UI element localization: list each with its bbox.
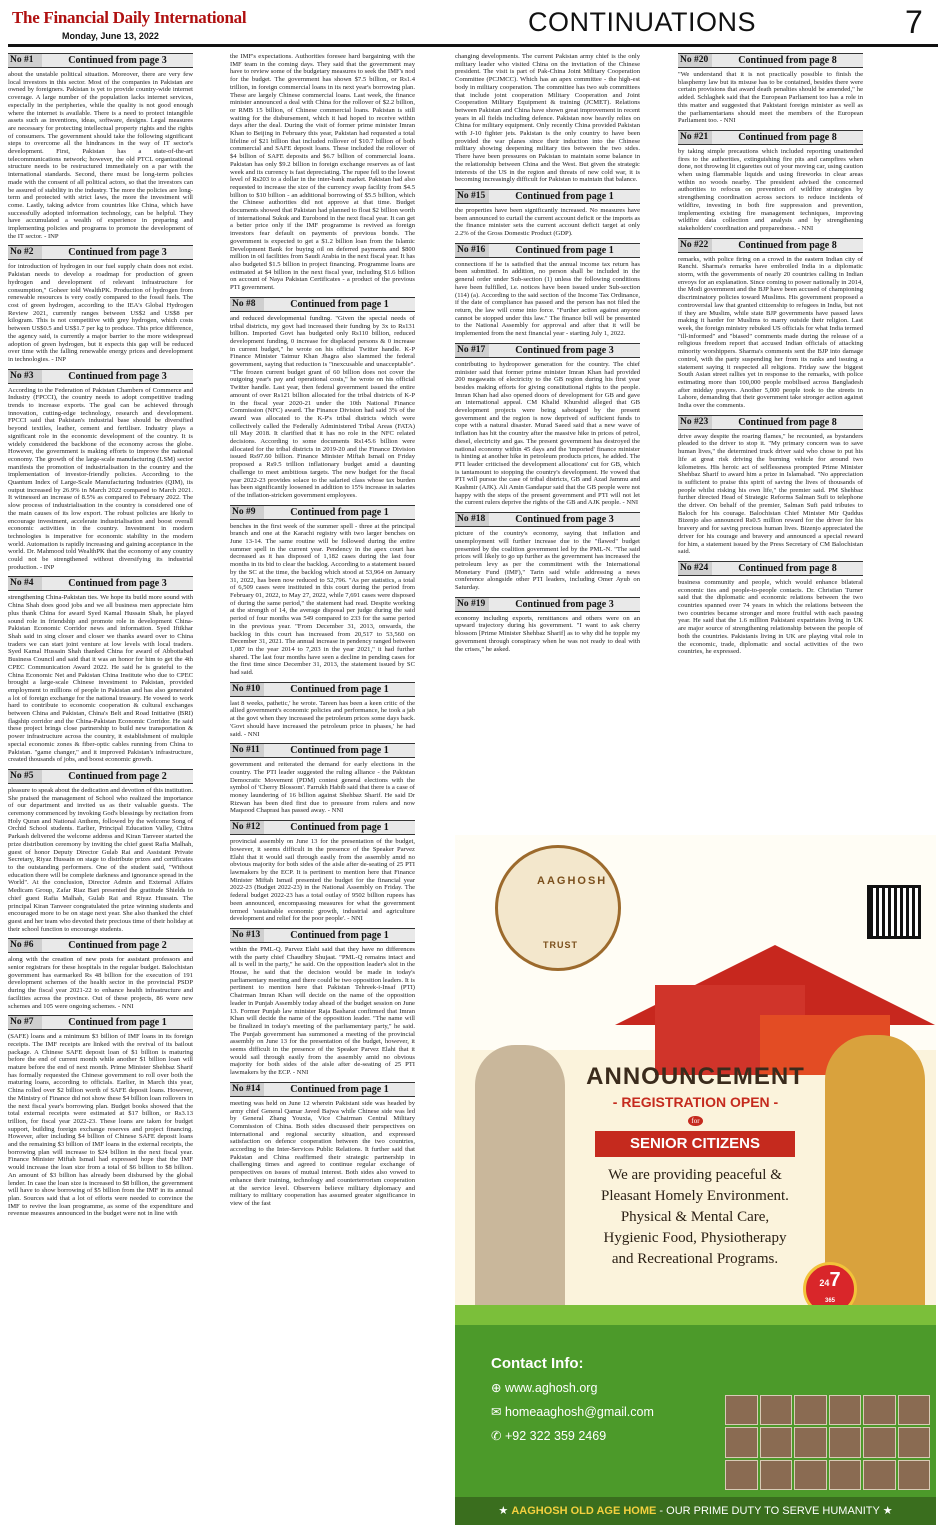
article: [678, 53, 863, 125]
article: [230, 820, 415, 923]
ad-title: ANNOUNCEMENT: [586, 1063, 805, 1090]
phone-link[interactable]: +92 322 359 2469: [505, 1429, 607, 1443]
continued-label: Continued from page 8: [738, 55, 837, 66]
issue-date: Monday, June 13, 2022: [62, 31, 159, 41]
article: [8, 369, 193, 572]
article: [230, 928, 415, 1077]
contact-info: [491, 1355, 654, 1452]
continued-label: Continued from page 1: [290, 298, 389, 310]
email-link[interactable]: homeaaghosh@gmail.com: [505, 1405, 654, 1419]
article-header: [230, 820, 415, 835]
article-body: picture of the country's economy, saying that inflation and unemployment will further increase due to the "flawed" budget presented by the coalition government led by the PML-N. "The said prices will likely to go up further as the government has increased the petroleum levy as per the commitment with the International Monetary Fund (IMF)," Tarin said while addressing a news conference alongside other PTI leaders, including Omer Ayub on Saturday.: [455, 530, 640, 592]
article-number: No #21: [678, 131, 712, 144]
article-number: No #6: [8, 939, 42, 952]
article: [230, 743, 415, 815]
article: [8, 576, 193, 763]
article-body: "We understand that it is not practically possible to finish the blasphemy law but its misuse has to be contained, besides there were certain provisions that award death penalties should be amended," he added. Schlaghek said that the European Parliament too has a role in this matter and suggested that Pakistani foreign minister as well as the parliamentarians should meet the members of the European Parliament too. - NNI: [678, 71, 863, 125]
article: [8, 938, 193, 1010]
article-body: pleasure to speak about the dedication and devotion of this institution. She praised the management of School who realized the importance of our department and invited us as their valuable guests. The ceremony commenced by invoking God's blessings by recitation from Holy Quran and National Anthem, followed by the welcome Song of Orchid School students. Earlier, Principal Education Valley, Chitra Parkash delivered the welcome address and Kiran Tanveer started the prize distribution ceremony by inviting the chief guest Rafia Malhah, guest of honor Deputy Director Gulab Rai and Assistant Private Secretary, Riyaz Hussain on stage to distribute prizes and certificates to the outstanding performers. One of the student said, "Without education there will be complete darkness and ignorance spread in the World". At the conclusion, Director Admin and External Affairs Medicam Group, Zafar Riaz Bari presented the gratitude Shields to chief guest Rafia Malhah, Gulab Rai and Riyaz Hussain. The principal Kiran Tanveer congratulated the prize winning students and encouraged more to be on stage next year. She also thanked the chief guest and her team who devoted their precious time of their holiday at their school function to encourage students.: [8, 786, 193, 933]
ad-footer-slogan: - OUR PRIME DUTY TO SERVE HUMANITY: [656, 1505, 880, 1517]
article-number: No #22: [678, 239, 712, 252]
article-number: No #15: [455, 190, 489, 203]
article-header: [8, 938, 193, 953]
article-body: business community and people, which would enhance bilateral economic ties and people-to-people contacts. Dr. Christian Turner said that the diplomatic and economic relations between the two countries spanned over 74 years in which the relations between the two countries became stronger and more fruitful with each passing year. He said that the 1.6 million Pakistani expatriates living in UK are major source of strengthening relationship between the people of both the countries. Pakistanis living in UK are playing vital role in the economic, trade, diplomatic and social activities of the two countries, he expressed.: [678, 578, 863, 656]
phone-icon: ✆: [491, 1429, 502, 1443]
article-body: by taking simple precautions which included reporting unattended fires to the authorities, extinguishing fire pits and campfires when done, not throwing lit cigarettes out of your moving car, using caution when using flammable liquids and using fireworks in clear areas within no woods nearby. The president advised the concerned authorities to refocus on prevention of wildfire strategies by strengthening coordination across sectors to reduce incidents of wildfire, investing in both fire suppression and prevention, implementing existing fire management techniques, improving wildfire data collection and analysis and by strengthening stakeholders' coordination and preparedness. - NNI: [678, 147, 863, 232]
article-header: [230, 1082, 415, 1097]
article-number: No #2: [8, 246, 42, 259]
continued-label: Continued from page 1: [515, 190, 614, 202]
continued-label: Continued from page 3: [68, 55, 167, 66]
ad-registration: - REGISTRATION OPEN -: [612, 1094, 779, 1110]
article-number: No #3: [8, 370, 42, 383]
continued-label: Continued from page 8: [738, 416, 837, 428]
article-header: [8, 1015, 193, 1030]
continued-label: Continued from page 1: [290, 683, 389, 695]
article-number: No #24: [678, 562, 712, 575]
article: [230, 53, 415, 292]
article-body: the properties have been significantly increased. No measures have been announced to curtail the current account deficit or the imports as the finance minister sets the current account deficit target at only 2.2% of the Gross Domestic Product (GDP).: [455, 206, 640, 238]
article-header: [455, 189, 640, 204]
ad-tagline-line-3: Physical & Mental Care,: [620, 1209, 770, 1225]
article-body: and reduced developmental funding. "Given the special needs of tribal districts, my govt had increased their funding by 3x to Rs131 billion. Imported Govt has budgeted only Rs110 billion, reduced development funding, 0 increase for displaced persons & 0 increase in current budget," he wrote on his official Twitter handle. K-P Finance Minister Taimur Khan Jhagra also slammed the federal government, saying that reduction is "inexcusable and unacceptable". "The frozen current budget grant of 60 billion does not cover the outgoing year's pay and operational costs," he wrote on his official Twitter handle. Last year, then federal government issued the entire amount of over Rs121 billion allocated for the tribal districts of K-P in the fiscal year 2020-21 under the 10th National Finance Commission (NFC) award. The Finance Division had said 3% of the award was allocated to the K-P's tribal districts which were collectively called the Federally Administered Tribal Areas (FATA) till May 2018. It clarified that it has no role in the NFC related decisions. According to some documents Rs145.6 billion were allocated for the tribal districts in 2019-20 and the Finance Division issued Rs97.60 billion. Finance Minister Miftah Ismail on Friday proposed a Rs9.5 trillion inflationary budget amid a daunting challenge to meet ambitious targets. The new budget for the fiscal year 2022-23 provides solace to the salaried class whose tax burden has been significantly loosened in addition to 15% increase in salaries of the inflation-stricken government employees.: [230, 314, 415, 499]
continued-label: Continued from page 1: [290, 822, 389, 834]
ad-tagline: [565, 1165, 825, 1270]
article-number: No #11: [230, 744, 264, 757]
announcement-ad: [455, 835, 936, 1525]
aaghosh-logo: [495, 845, 621, 971]
article-number: No #10: [230, 683, 264, 696]
masthead: [0, 0, 945, 46]
article: [230, 505, 415, 677]
article: [455, 53, 640, 184]
article-header: [678, 415, 863, 430]
article: [678, 561, 863, 656]
article-header: [8, 576, 193, 591]
continued-label: Continued from page 8: [738, 562, 837, 574]
article-header: [8, 245, 193, 260]
article-header: [678, 238, 863, 253]
continued-label: Continued from page 3: [515, 344, 614, 356]
article: [678, 130, 863, 233]
page-number: 7: [905, 4, 923, 40]
continued-label: Continued from page 3: [68, 247, 167, 259]
article: [8, 245, 193, 363]
badge-7: 7: [829, 1269, 841, 1291]
article-body: benches in the first week of the summer spell - three at the principal branch and one at the Karachi registry with two larger benches on June 13-14. The same routine will be followed during the entire summer spell in the current year. Pendency in the apex court has decreased as it has disposed of 1,182 cases during the last four months in its bid to clear the backlog. According to a statement issued by the SC at the time, the backlog which stood at 53,964 on January 31, 2022, has been now reduced to 52,796. "As per statistics, a total of 6,509 cases were instituted in this court during the period from February 01, 2022, to May 27, 2022, while 7,691 cases were disposed of during the same period," the statement had read. Despite working at the strength of 14, the average disposal per judge during the said period of four months was 549 compared to 233 for the same period in the previous year. "From December 31, 2013, onwards, the backlog in this court has increased from 20,517 to 53,560 on December 31, 2021. The annual increase in pendency ranged between 1,087 in the year 2014 to 7,203 in the year 2021," it had further shared. The last four months have seen a decline in pending cases for the first time since December 31, 2013, the statement issued by SC had said.: [230, 522, 415, 677]
continued-label: Continued from page 1: [290, 506, 389, 518]
continued-label: Continued from page 2: [68, 770, 167, 782]
article-header: [455, 597, 640, 612]
article-number: No #16: [455, 244, 489, 257]
article-header: [8, 369, 193, 384]
email-icon: ✉: [491, 1405, 502, 1419]
article-number: No #12: [230, 821, 264, 834]
website-row[interactable]: [491, 1380, 654, 1395]
article: [455, 189, 640, 238]
article: [455, 597, 640, 654]
article: [678, 415, 863, 556]
badge-24: 24: [819, 1278, 830, 1288]
article: [678, 238, 863, 410]
article-body: the IMF's expectations. Authorities foresee hard bargaining with the IMF team in the coming days. They said that the government may have to review some of the budgetary measures to seek the IMF's nod for the budget. The government has shown $7.5 billion, or Rs1.4 trillion, in foreign commercial loans in its next year's borrowing plan. These are largely Chinese commercial loans. Last week, the finance minister announced a deal with China for the rollover of $2.2 billion, or RMB 15 billion, of Chinese commercial loans. Pakistan is still waiting for the disbursement, which it had hoped to receive within days after the deal. During the visit of former prime minister Imran Khan to Beijing in February this year, Pakistan had requested a total lifeline of $21 billion that included rollover of $10.7 billion of both commercial and SAFE deposit loans. These included the rollover of $4 billion of SAFE deposits and $6.7 billion of commercial loans. Pakistan has only $9.2 billion in foreign exchange reserves as of last week and its currency is fast depreciating. The rupee fell to the lowest level of Rs203 to a dollar in the inter-bank market. Pakistan had also requested to increase the size of the currency swap facility from $4.5 billion to $10 billion - an additional borrowing of $5.5 billion, which the Chinese authorities did not approve at that time. Budget documents showed that Pakistan had planned to float $2 billion worth of international Sukuk and Eurobond in the next fiscal year. It can get a better price only if the IMF programme is revived as foreign investors fear default on payments of previous bonds. The government is expected to get a $1.2 billion loan from the Islamic Development Bank for buying oil on deferred payments and $800 million in oil facilities from Saudi Arabia in the next fiscal year. It has also budgeted $1.5 billion in project financing. Programme loans are estimated at $4 billion in the next fiscal year, including $1.6 billion on account of Naya Pakistan Certificates - a product of the previous PTI government.: [230, 53, 415, 292]
continued-label: Continued from page 1: [68, 1017, 167, 1029]
article: [8, 769, 193, 933]
article-number: No #18: [455, 513, 489, 526]
article: [230, 297, 415, 500]
article-header: [230, 928, 415, 943]
article-number: No #7: [8, 1016, 42, 1029]
article: [8, 1015, 193, 1218]
ad-tagline-line-5: and Recreational Programs.: [611, 1251, 779, 1267]
ad-tagline-line-4: Hygienic Food, Physiotherapy: [603, 1230, 787, 1246]
article: [455, 512, 640, 592]
article-body: economy including exports, remittances and others were on an upward trajectory during his government. "I want to ask cherry blossom [Prime Minister Shehbaz Sharif] as to why did he topple my government through conspiracy when he was not ready to deal with the crises," he asked.: [455, 614, 640, 653]
article-body: government and reiterated the demand for early elections in the country. The PTI leader suggested the ruling alliance - the Pakistan Democratic Movement (PDM) contest general elections with the symbol of 'Cherry Blossom'. Farrukh Habib said that there is a case of money laundering of 16 billion against Shehbaz Sharif. He said Dr Rizwan has been died first due to pressure from rulers and now Maqsood Chaprasi has passed away. - NNI: [230, 761, 415, 815]
article-header: [8, 53, 193, 68]
continued-label: Continued from page 3: [68, 370, 167, 382]
article-body: contributing to hydropower generation for the country. The chief minister said that former prime minister Imran Khan had provided 200 megawatts of electricity to the GB region during his first year besides making efforts for giving constitutional rights to the people. Imran Khan had also opened doors of development for GB and gave an international appeal. CM Khalid Khurshid alleged that GB development projects were being sabotaged by the present government and the region is now deprived of sufficient funds to cope with a natural disaster. Murad Saeed said that a new wave of inflation has hit the country after the massive hike in prices of petrol, diesel, electricity and gas. The present government has destroyed the national economy within 45 days and the 'imported' finance minister is hinting at another hike in petroleum products prices, he added. The PTI leader criticised the development allocations' cut for GB, which is tantamount to stopping the country's development. He vowed that PTI will pursue the case of tribal districts, GB and Azad Jammu and Kashmir (AJK). Ali Amin Gandapur said that the GB people were not happy with the steps of the present government and PTI will not let the current rulers deprive the rights of the GB and AJK people. - NNI: [455, 360, 640, 507]
article-body: for introduction of hydrogen in our fuel supply chain does not exist. Pakistan needs to develop a roadmap for production of green hydrogen and development of relevant infrastructure for consumption," Goheer told WealthPK. Production of hydrogen from renewable resources is very costly compared to the fossil fuels. The cost of green hydrogen, according to the IEA's Global Hydrogen Review 2021, currently ranges between US$2 and US$8 per kilogram. This is not competitive with grey hydrogen, which costs between US$0.5 and US$1.7 per kg to produce. This price difference, the agency said, is currently a major barrier to the more widespread adoption of green hydrogen, but it expects this gap will be reduced over time with the falling renewable energy prices and development in technologies. - INP: [8, 263, 193, 363]
continued-label: Continued from page 8: [738, 131, 837, 143]
article-header: [8, 769, 193, 784]
article-header: [455, 512, 640, 527]
badge-365: 365: [824, 1298, 835, 1304]
masthead-rule: [8, 44, 938, 47]
continued-label: Continued from page 3: [515, 598, 614, 610]
article-header: [230, 297, 415, 312]
article-number: No #13: [230, 929, 264, 942]
column-2: [230, 53, 415, 1525]
article-body: strengthening China-Pakistan ties. We hope its build more sound with China Shah does good jobs and we all business men appreciate him plus thank China for award Syed Kamal Hussain Shah, he played sound role in friendship and promote role in development China-Pakistan Economic Corridor news and information. Syed Iftikhar Shah said in sing closer and closer we thanks award over to China traders we can start joint venture at low levels with local traders. Syed Kamal Hussain Shah thanked China for award of Abbottabad Business Council and said that it was an honor for him to get the 4th CPEC Communication Award 2022. He said he is grateful to the China Economic Net and Pakistan China Institute who due to CPEC brought a large-scale Chinese investment to Pakistan, provided employment to millions of people in Pakistan and has also generated a lot of foreign exchange for the national treasury. He vowed to work hard to contribute to economic cooperation & cultural exchanges between China and Pakistan, China's Belt and Road Initiative (BRI) flagship corridor and the China-Pakistan Economic Corridor. He said these project brings close partnership to build new transportation & power infrastructure across the country, it establishment of multiple special economic zones & fiber-optic cables running from China to Pakistan. "game changer," and it improved Pakistan's infrastructure, created thousands of jobs, and boost economic growth.: [8, 594, 193, 764]
paper-name: The Financial Daily International: [12, 8, 247, 27]
article-number: No #14: [230, 1083, 264, 1096]
ad-tagline-line-2: Pleasant Homely Environment.: [601, 1188, 789, 1204]
continued-label: Continued from page 1: [290, 929, 389, 941]
ad-audience: SENIOR CITIZENS: [595, 1131, 795, 1157]
article: [455, 343, 640, 507]
article-body: drive away despite the roaring flames," he recounted, as bystanders pleaded to the driver to stop it. "My primary concern was to save human lives," the determined truck driver said who chose to put his life at great risk driving the burning vehicle for around two kilometres. His heroic act of selflessness prompted Prime Minister Shehbaz Sharif to award him a prize in Islamabad. "No appreciation is sufficient to praise this spirit of saving the lives of thousands of people whilst risking his own life," the premier said. PM Shehbaz further directed Head of Strategic Reforms Salman Sufi to telephone the driver. On behalf of the premier, Salman Sufi paid tributes to Baloch for his courage. Balochistan Chief Minister Mir Quddus Bizenjo also announced Rs0.5 million reward for the driver for his bravery and for saving precious human lives. Bizenjo appreciated the driver for his courage and bravery and announced a special reward for him, a statement issued by the Press Secretary of CM Balochistan said.: [678, 432, 863, 556]
article-number: No #5: [8, 770, 42, 783]
article: [230, 1082, 415, 1208]
logo-text-trust: TRUST: [543, 940, 578, 950]
article-number: No #17: [455, 344, 489, 357]
article-header: [455, 343, 640, 358]
continued-label: Continued from page 3: [68, 578, 167, 590]
article-header: [230, 743, 415, 758]
article-number: No #8: [230, 298, 264, 311]
ad-footer: ★ AAGHOSH OLD AGE HOME - OUR PRIME DUTY TO SERVE HUMANITY ★: [455, 1497, 936, 1525]
article-body: meeting was held on June 12 wherein Pakistani side was headed by army chief General Qamar Javed Bajwa while Chinese side was led by General Zhang Youxia, Vice Chairman Central Military Commission of China. Both sides discussed their perspectives on international and regional security situation, and expressed satisfaction on defence cooperation between the two countries, according to the Inter-Services Public Relations. It further said that Pakistan and China reaffirmed their strategic partnership in challenging times and agreed to continue regular exchange of perspectives on issues of mutual interest. Both sides also vowed to enhance their training, technology and counterterrorism cooperation at the service level. Observers believe military diplomacy and military to military cooperation has assumed greater significance in view of the fast: [230, 1099, 415, 1207]
section-title: CONTINUATIONS: [528, 7, 756, 37]
article-header: [678, 561, 863, 576]
article-body: about the unstable political situation. Moreover, there are very few local investors in this sector. Most of the companies in Pakistan are owned by foreigners. Pakistan is yet to provide country-wide internet coverage. A large number of the population lacks internet services, especially in the peripheries, while the quality is not good enough where the internet is available. There is a need to protect intangible assets such as inventions, ideas, software, designs. Legal measures are necessary for protecting intellectual property rights and the rights of consumers. The government should take the following significant steps to overcome all the hindrances in the way of IT sector's development. First, Pakistan has a state-of-the-art telecommunications network; however, the old PTCL organizational structure needs to be restructured immediately on a par with the international standards. Second, there must be long-term policies made with the consent of all political actors, so that the investors can be assured of stability in the industry. The more the policies are long-term and protected with strict laws, the more the investment will come. Lastly, taking advice from countries like China, which have successfully adopted information technology, can be helpful. They have accumulated a wealth of experience in preparing and implementing policies and programs to promote the development of the IT sector. - INP: [8, 71, 193, 240]
contact-heading: Contact Info:: [491, 1355, 584, 1372]
article-body: along with the creation of new posts for assistant professors and senior registrars for these hospitals in the regular budget. Balochistan government has earmarked Rs 48 billion for the execution of 191 development schemes of the health sector in the provincial PSDP during the fiscal year 2021-22 to enhance health infrastructure and facilities across the province. Out of these projects, 86 were new schemes and 105 were ongoing schemes. - NNI: [8, 956, 193, 1010]
website-link[interactable]: www.aghosh.org: [505, 1381, 598, 1395]
article-number: No #1: [8, 54, 42, 67]
article-number: No #9: [230, 506, 264, 519]
article-header: [455, 243, 640, 258]
article: [230, 682, 415, 739]
article-body: connections if he is satisfied that the annual income tax return has been submitted. In addition, no person shall be included in the general order under Sub-section (1) unless the following conditions have been fulfilled, i.e. notices have been issued under Sub-section (114) (a). According to the said section of the Income Tax Ordinance, if the date of compliance has passed and the person has not filed the return, the law will come into force. "Further action against anyone cannot be stopped under this law." The finance bill will be presented to the National Assembly for approval and after that it will be implemented from the next financial year - starting July 1, 2022.: [455, 260, 640, 338]
article-header: [678, 130, 863, 145]
article-body: changing developments. The current Pakistan army chief is the only military leader who visited China on the invitation of the Chinese president. The visit is part of Pak-China Joint Military Cooperation Committee (PCJMCC). Which has an apex committee - the high-est body in military cooperation. The committee has two sub committees that include joint cooperation Military Cooperation and Joint Cooperation Military Equipment & training (JCMET). Relations between Pakistan and China have shown great improvement in recent years in all fields including defence. Pakistan now heavily relies on China for military equipment. Only recently China provided Pakistan with J-10 fighter jets. Pakistan is the only country to have been provided the war planes since their induction into the Chinese military showing deepening military ties between the two sides. There have been pressures on Pakistan to maintain some balance in the relationship between China and the West. But given the strategic interests of the US in the region and threats of new cold war, it is becoming increasingly difficult for Pakistan to maintain that balance.: [455, 53, 640, 184]
ad-tagline-line-1: We are providing peaceful &: [608, 1167, 782, 1183]
article-body: provincial assembly on June 13 for the presentation of the budget, however, it seems difficult in the presence of the Speaker Parvez Elahi that it would sail through easily from the assembly amid no obvious majority for both sides of the aisle after de-seating of 25 PTI lawmakers by the ECP. It is pertinent to mention here that Finance Minister Miftah Ismail presented the budget for the financial year 2022-23 (Budget 2022-23) in the National Assembly on Friday. The federal budget 2022-23 has a total outlay of 9502 billion rupees has been announced, encompassing measures for what the government termed 'sustainable economic growth, industrial and agriculture development and relief for the poor people'. - NNI: [230, 838, 415, 923]
article-number: No #23: [678, 416, 712, 429]
article-number: No #19: [455, 598, 489, 611]
article: [455, 243, 640, 338]
ad-footer-brand: AAGHOSH OLD AGE HOME: [511, 1505, 657, 1517]
qr-code-icon: [867, 885, 921, 939]
logo-text: AAGHOSH: [537, 875, 608, 887]
article-number: No #4: [8, 577, 42, 590]
continued-label: Continued from page 1: [515, 244, 614, 256]
article: [8, 53, 193, 240]
article-body: remarks, with police firing on a crowd in the eastern Indian city of Ranchi. Sharma's remarks have embroiled India in a diplomatic storm, with the governments of nearly 20 countries calling in Indian envoys for an explanation. Since coming to power nationally in 2014, the Modi government and the BJP have been accused of championing discriminatory policies toward Muslims. His government proposed a controversial law that granted citizenship to refugees in India, but not if they are Muslim, while state BJP governments have passed laws making it harder for Muslims to marry outside their religion. Last week, the foreign ministry rebuked US officials for what India termed "ill-informed" and "biased" comments made during the release of a religious freedom report that accused Indian officials of attacking minority worshippers. Sharma's comments sent the BJP into damage control, with the party suspending her from its ranks and issuing a statement saying it respected all religions. Friday saw the biggest South Asian street rallies yet in response to the remarks, with police estimating more than 100,000 people mobilised across Bangladesh after midday prayers. Another 5,000 people took to the streets in Lahore, demanding that their government take stronger action against India over the comments.: [678, 255, 863, 410]
globe-icon: ⊕: [491, 1381, 502, 1395]
continued-label: Continued from page 1: [290, 745, 389, 757]
continued-label: Continued from page 2: [68, 940, 167, 952]
email-row[interactable]: [491, 1404, 654, 1419]
article-body: According to the Federation of Pakistan Chambers of Commerce and Industry (FPCCI), the country needs to adopt competitive trading trends to increase exports. The goal can be achieved through innovation, cutting-edge technology, research and development. FPCCI said that Pakistan's industrial base should be diversified beyond textiles, leather, cement and fertiliser. Industry plays a significant role in the economic development of the country. It is widely considered the backbone of the economy across the globe. However, the government is making efforts to improve the national economy. The growth of the large-scale manufacturing (LSM) sector manifests the promotion of industrialisation in the country and the implementation of investor-friendly policies. According to the Quantum Index of Large-Scale Manufacturing Industries (QIM), its output increased by 26.9% in March 2022 compared to March 2021. It witnessed an increase of 8.5% as compared to February 2022. The slow process of industrialisation in the country is considered one of the main causes of its low export. The robust policies are likely to encourage investment, accelerate industrialisation and boost overall economic activities in the country. Investment in modern technologies is imperative for economic stability in the modern world. Automation is rapidly increasing and gaining acceptance in the world. Dr. Mahmood told WealthPK that the economy of any country could not be strengthened without diversifying its industrial production. - INP: [8, 386, 193, 571]
article-body: last 8 weeks, pathetic,' he wrote. Tareen has been a keen critic of the allied government's economic policies and performance, he took a jab at the govt when they increased the petroleum prices some days back. 'Govt should have increased the petroleum price in phases,' he had said. - NNI: [230, 699, 415, 738]
article-header: [230, 682, 415, 697]
ad-for-word: for: [688, 1116, 702, 1126]
phone-row[interactable]: [491, 1428, 654, 1443]
article-body: within the PML-Q. Parvez Elahi said that they have no differences with the party chief Chaudhry Shujaat. "PML-Q remains intact and all is well in the party," he said. On the opposition leader's slot in the House, he said that the decision would be made in today's parliamentary meeting and there could be two opposition leaders. It is pertinent to mention here that Pakistan Tehreek-i-Insaf (PTI) Chairman Imran Khan will decide on the name of the opposition leader in Punjab Assembly today ahead of the budget session on June 13. Former Punjab law minister Raja Basharat confirmed that Imran Khan will decide the name of the opposition leader. "The name will be finalized in today's meeting of the parliamentary party," he said. The Punjab government has summoned a meeting of the provincial assembly on June 13 for the presentation of the budget, however, it seems difficult in the presence of the Speaker Parvez Elahi that it would sail through easily from the assembly amid no obvious majority for both sides of the aisle after de-seating of 25 PTI lawmakers by the ECP. - NNI: [230, 945, 415, 1077]
resident-photos: [725, 1395, 930, 1490]
article-header: [230, 505, 415, 520]
continued-label: Continued from page 8: [738, 239, 837, 251]
ad-for-label: [455, 1117, 936, 1125]
continued-label: Continued from page 3: [515, 514, 614, 526]
article-header: [678, 53, 863, 68]
continued-label: Continued from page 1: [290, 1083, 389, 1095]
column-1: [8, 53, 193, 1525]
article-number: No #20: [678, 54, 712, 67]
article-body: (SAFE) loans and a minimum $3 billion of IMF loans in its foreign receipts. The IMF receipts are linked with the revival of its bailout package. A Chinese SAFE deposit loan of $1 billion is maturing before the end of current month while another $1 billion loan will mature before the end of next month. Prime Minister Shehbaz Sharif has formally requested the Chinese government to roll over both the maturing loans, according to officials. Earlier, in March this year, China rolled over $2 billion worth of SAFE deposit loans. However, the Ministry of Finance did not show these $4 billion loan rollovers in the next fiscal year's borrowing plan. Budget books showed that the total external receipts were estimated at $17 billion, or Rs3.13 trillion, for fiscal year 2022-23. These loans are taken for budget support, building foreign exchange reserves and project financing. However, after including $4 billion of Chinese SAFE deposit loans and the remaining $3 billion of IMF loans in the external receipts, the borrowing plan will increase to $24 billion in the next fiscal year. Finance Minister Miftah Ismail had expressed hope that the IMF would increase the loan size from a total of $6 billion to $8 billion. An amount of $3 billion has already been disbursed by the global lender. In case the loan size is increased to $8 billion, the government will have to show borrowing of $5 billion from the IMF in its annual plan. Sources said that a lot of efforts were needed to convince the IMF to revive the loan programme, as some of the expenditure and revenue measures announced in the budget were not in line with: [8, 1033, 193, 1218]
